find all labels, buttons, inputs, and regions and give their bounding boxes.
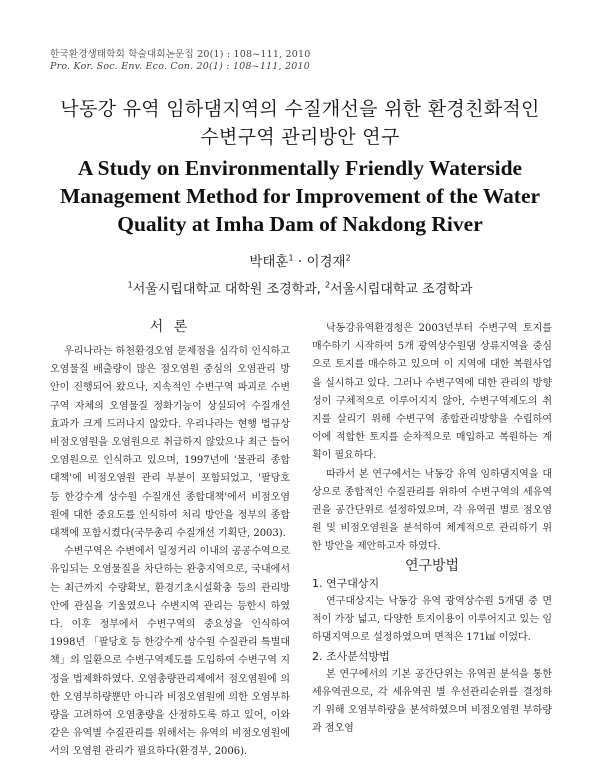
left-column: [50, 343, 290, 762]
affil-1-mark: 1: [127, 280, 133, 290]
intro-paragraph-2: 수변구역은 수변에서 일정거리 이내의 공공수역으로 유입되는 오염물질을 차단하는 완충지역으로, 국내에서는 최근까지 수량확보, 환경기초시설확충 등의 관리방안에 관심을 기울였으나 수변지역 관리는 등한시 하였다. 이후 정부에서 수변구역의 중요성을 인식하여 1998년 「팔당호 등 한강수계 상수원 수질관리 특별대책」의 일환으로 수변구역제도를 도입하여 수변구역 지정을 법제화하였다. 오염총량관리제에서 점오염원에 의한 오염부하량뿐만 아니라 비점오염원에 의한 오염부하량을 고려하여 오염총량을 산정하도록 하고 있어, 이와 같은 유역별 수질관리를 위해서는 유역의 비점오염원에서의 오염원 관리가 필요하다(환경부, 2006).: [50, 546, 290, 758]
author-separator: ·: [293, 254, 307, 270]
journal-header-english: Pro. Kor. Soc. Env. Eco. Con. 20(1) : 108~111, 2010: [50, 61, 310, 72]
intro-paragraph-3: 낙동강유역환경청은 2003년부터 수변구역 토지를 매수하기 시작하여 5개 광역상수원댐 상류지역을 중심으로 토지를 매수하고 있으며 이 지역에 대한 복원사업을 실시하고 있다. 그러나 수변구역에 대한 관리의 방향성이 구체적으로 이루어지지 않아, 수변구역제도의 취지를 살리기 위해 수변구역 종합관리방향을 수립하여 이에 적합한 토지를 순차적으로 매입하고 복원하는 계획이 필요하다.: [312, 323, 552, 462]
affiliations: [0, 278, 600, 297]
author-2-affil-mark: 2: [345, 253, 351, 263]
korean-title-line2: 수변구역 관리방안 연구: [200, 126, 400, 148]
methods-heading: 연구방법: [404, 557, 460, 574]
affil-2-mark: 2: [325, 280, 331, 290]
intro-paragraph-4: 따라서 본 연구에서는 낙동강 유역 임하댐지역을 대상으로 종합적인 수질관리를 위하여 수변구역의 세유역권을 공간단위로 설정하였으며, 각 유역권 별로 점오염원 및 비점오염원을 분석하여 체계적으로 관리하기 위한 방안을 제안하고자 하였다.: [312, 468, 552, 553]
affil-1-text: 서울시립대학교 대학원 조경학과,: [132, 282, 326, 297]
analysis-method-text: 본 연구에서의 기본 공간단위는 유역권 분석을 통한 세유역권으로, 각 세유역권 별 우선관리순위를 결정하기 위해 오염부하량을 분석하였으며 비점오염원 부하량과 점오염: [312, 668, 552, 735]
author-1: 박태훈: [249, 254, 289, 270]
authors: [0, 250, 600, 270]
affil-2-text: 서울시립대학교 조경학과: [330, 282, 473, 297]
introduction-heading: 서 론: [149, 319, 191, 335]
study-site-heading: 1. 연구대상지: [312, 576, 380, 590]
author-2: 이경재: [306, 254, 346, 270]
analysis-method-heading: 2. 조사분석방법: [312, 649, 390, 663]
journal-header-korean: 한국환경생태학회 학술대회논문집 20(1) : 108~111, 2010: [50, 49, 311, 60]
intro-paragraph-1: 우리나라는 하천환경오염 문제점을 심각히 인식하고 오염물질 배출량이 많은 점오염원 중심의 오염관리 방안이 진행되어 왔으나, 지속적인 수변구역 파괴로 수변구역 자체의 오염물질 정화기능이 상실되어 수질개선 효과가 크게 드러나지 않았다. 우리나라는 현행 법규상 비점오염원을 오염원으로 취급하지 않았으나 최근 들어 오염원으로 인식하고 있으며, 1997년에 '물관리 종합대책'에 비점오염원 관리 부분이 포함되었고, '팔당호 등 한강수계 상수원 수질개선 종합대책'에서 비점오염원에 대한 중요도를 인식하여 처리 방안을 정부의 종합대책에 포함시켰다(국무총리 수질개선 기획단, 2003).: [50, 346, 290, 540]
author-1-affil-mark: 1: [288, 253, 294, 263]
korean-title-line1: 낙동강 유역 임하댐지역의 수질개선을 위한 환경친화적인: [60, 98, 540, 120]
study-site-text: 연구대상지는 낙동강 유역 광역상수원 5개댐 중 면적이 가장 넓고, 다양한 토지이용이 이루어지고 있는 임하댐지역으로 설정하였으며 면적은 171㎢ 이었다.: [312, 596, 552, 644]
right-column: [312, 320, 552, 739]
english-title: A Study on Environmentally Friendly Waterside Management Method for Improvement of the Water Quality at Imha Dam of Nakdong River: [59, 156, 541, 236]
